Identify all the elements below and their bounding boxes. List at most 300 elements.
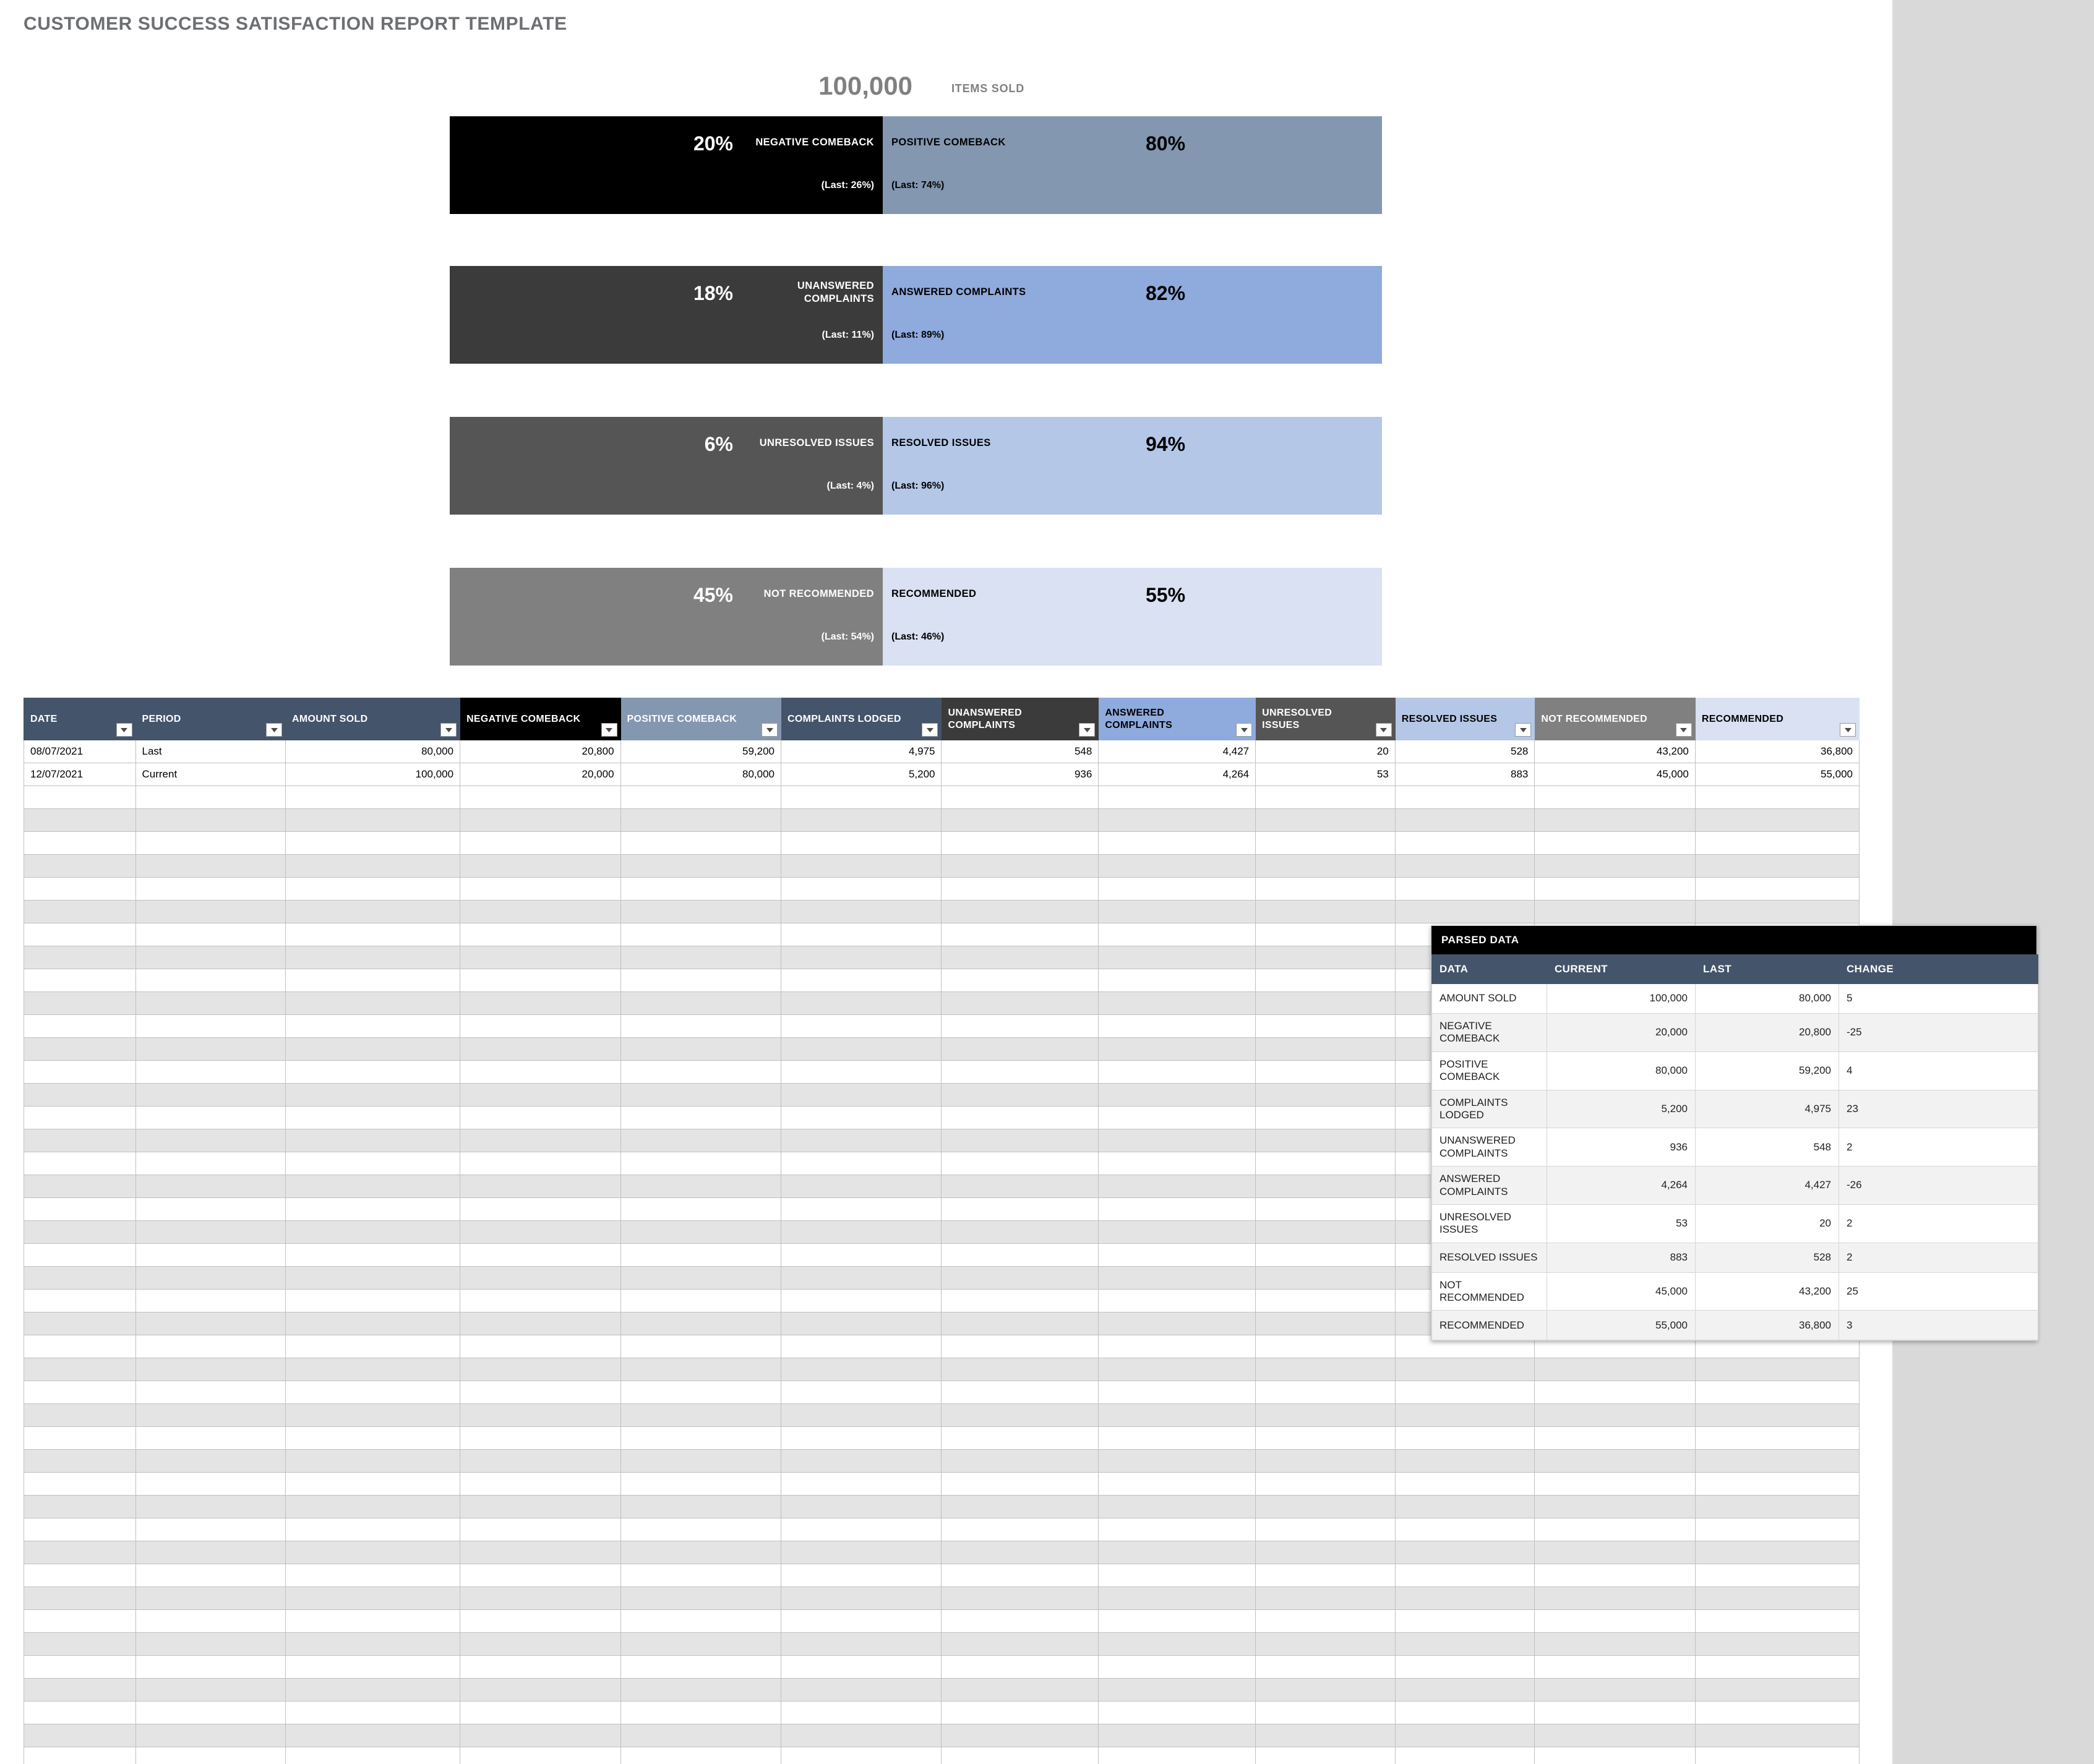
table-cell[interactable] (135, 832, 286, 855)
table-cell[interactable] (942, 1541, 1099, 1564)
table-cell[interactable]: 4,975 (781, 740, 942, 763)
table-cell[interactable] (1099, 1152, 1256, 1175)
column-header[interactable] (460, 698, 620, 740)
table-cell[interactable] (286, 901, 460, 923)
table-cell[interactable] (1695, 1541, 1859, 1564)
table-cell[interactable] (620, 946, 781, 969)
filter-dropdown-icon[interactable] (1079, 723, 1095, 737)
table-cell[interactable]: 4,427 (1099, 740, 1256, 763)
table-cell[interactable] (942, 1702, 1099, 1724)
table-cell[interactable] (24, 969, 136, 992)
table-cell[interactable] (1395, 809, 1535, 832)
table-cell[interactable] (1535, 832, 1695, 855)
filter-dropdown-icon[interactable] (440, 723, 457, 737)
table-cell[interactable] (286, 1015, 460, 1038)
table-cell[interactable] (135, 1473, 286, 1496)
table-cell[interactable] (24, 878, 136, 901)
table-cell[interactable] (286, 1198, 460, 1221)
table-cell[interactable] (1695, 832, 1859, 855)
table-cell[interactable] (942, 1427, 1099, 1450)
table-cell[interactable] (620, 1541, 781, 1564)
table-cell[interactable] (1099, 1702, 1256, 1724)
table-cell[interactable] (1099, 1518, 1256, 1541)
filter-dropdown-icon[interactable] (1376, 723, 1392, 737)
table-cell[interactable] (24, 1541, 136, 1564)
table-cell[interactable] (942, 832, 1099, 855)
table-cell[interactable] (24, 1038, 136, 1061)
table-cell[interactable] (781, 1175, 942, 1198)
table-cell[interactable] (135, 1152, 286, 1175)
table-cell[interactable] (460, 969, 620, 992)
table-cell[interactable] (24, 1107, 136, 1129)
table-cell[interactable] (1535, 1702, 1695, 1724)
filter-dropdown-icon[interactable] (1676, 723, 1692, 737)
table-cell[interactable] (286, 1038, 460, 1061)
table-cell[interactable] (1099, 1312, 1256, 1335)
table-cell[interactable] (1099, 969, 1256, 992)
table-cell[interactable] (1099, 1038, 1256, 1061)
table-cell[interactable] (460, 1702, 620, 1724)
table-cell[interactable] (135, 1702, 286, 1724)
table-cell[interactable] (1535, 1633, 1695, 1656)
table-cell[interactable]: 883 (1395, 763, 1535, 786)
table-cell[interactable] (1256, 878, 1396, 901)
table-cell[interactable] (620, 1198, 781, 1221)
table-cell[interactable] (1099, 901, 1256, 923)
table-cell[interactable] (1256, 855, 1396, 878)
table-cell[interactable] (1695, 1518, 1859, 1541)
table-cell[interactable] (460, 1564, 620, 1587)
table-cell[interactable] (781, 1450, 942, 1473)
table-cell[interactable] (1535, 901, 1695, 923)
table-cell[interactable] (942, 786, 1099, 809)
table-cell[interactable] (620, 1518, 781, 1541)
table-cell[interactable]: 36,800 (1695, 740, 1859, 763)
table-cell[interactable] (942, 1496, 1099, 1518)
table-cell[interactable] (286, 1244, 460, 1267)
table-cell[interactable] (460, 1061, 620, 1084)
table-cell[interactable] (942, 946, 1099, 969)
table-cell[interactable] (460, 1404, 620, 1427)
table-cell[interactable] (24, 901, 136, 923)
table-cell[interactable] (135, 855, 286, 878)
table-cell[interactable] (135, 1335, 286, 1358)
table-cell[interactable] (620, 1747, 781, 1764)
table-cell[interactable] (286, 1335, 460, 1358)
table-cell[interactable] (620, 1610, 781, 1633)
table-cell[interactable] (24, 1175, 136, 1198)
table-cell[interactable] (1395, 1381, 1535, 1404)
table-cell[interactable] (620, 1152, 781, 1175)
table-cell[interactable] (1395, 1587, 1535, 1610)
table-cell[interactable] (620, 809, 781, 832)
table-cell[interactable] (942, 1015, 1099, 1038)
table-cell[interactable] (942, 1656, 1099, 1679)
table-cell[interactable] (1695, 1679, 1859, 1702)
table-cell[interactable] (24, 1404, 136, 1427)
table-cell[interactable] (286, 1541, 460, 1564)
table-cell[interactable] (1256, 901, 1396, 923)
table-cell[interactable] (1395, 1679, 1535, 1702)
table-cell[interactable] (942, 1610, 1099, 1633)
table-cell[interactable] (781, 1724, 942, 1747)
table-cell[interactable] (1099, 1381, 1256, 1404)
table-cell[interactable] (286, 878, 460, 901)
table-cell[interactable] (135, 923, 286, 946)
table-cell[interactable] (781, 1335, 942, 1358)
table-cell[interactable] (135, 1129, 286, 1152)
table-cell[interactable]: 100,000 (286, 763, 460, 786)
table-cell[interactable] (1256, 1450, 1396, 1473)
table-cell[interactable] (286, 1518, 460, 1541)
table-cell[interactable] (942, 1381, 1099, 1404)
table-cell[interactable] (135, 1038, 286, 1061)
table-cell[interactable] (286, 1312, 460, 1335)
table-cell[interactable] (135, 946, 286, 969)
table-cell[interactable] (1395, 1747, 1535, 1764)
column-header[interactable] (942, 698, 1099, 740)
table-cell[interactable] (1535, 1358, 1695, 1381)
table-row[interactable] (24, 1747, 1860, 1764)
table-row[interactable] (24, 1656, 1860, 1679)
table-cell[interactable] (135, 1404, 286, 1427)
table-cell[interactable] (135, 1541, 286, 1564)
table-cell[interactable] (460, 1084, 620, 1107)
table-cell[interactable] (460, 1038, 620, 1061)
table-row[interactable] (24, 1427, 1860, 1450)
table-cell[interactable] (24, 1610, 136, 1633)
table-cell[interactable] (1256, 1312, 1396, 1335)
table-cell[interactable] (286, 1724, 460, 1747)
table-cell[interactable] (286, 969, 460, 992)
table-cell[interactable] (1695, 1450, 1859, 1473)
table-cell[interactable] (781, 832, 942, 855)
table-cell[interactable]: 53 (1256, 763, 1396, 786)
table-cell[interactable] (942, 1450, 1099, 1473)
table-cell[interactable] (1395, 1724, 1535, 1747)
table-cell[interactable] (460, 1541, 620, 1564)
table-cell[interactable] (620, 1473, 781, 1496)
table-cell[interactable] (286, 946, 460, 969)
table-cell[interactable] (24, 946, 136, 969)
table-cell[interactable] (1695, 1427, 1859, 1450)
table-cell[interactable] (1395, 1473, 1535, 1496)
table-cell[interactable] (942, 1564, 1099, 1587)
table-cell[interactable]: 55,000 (1695, 763, 1859, 786)
table-cell[interactable] (1099, 855, 1256, 878)
table-cell[interactable] (24, 809, 136, 832)
table-cell[interactable] (460, 786, 620, 809)
table-cell[interactable] (24, 1290, 136, 1312)
table-row[interactable] (24, 1496, 1860, 1518)
table-cell[interactable] (1099, 1107, 1256, 1129)
table-cell[interactable] (1099, 1587, 1256, 1610)
table-cell[interactable] (286, 809, 460, 832)
table-cell[interactable] (781, 809, 942, 832)
table-cell[interactable] (460, 855, 620, 878)
column-header[interactable] (1395, 698, 1535, 740)
table-cell[interactable] (286, 923, 460, 946)
table-cell[interactable] (1099, 1267, 1256, 1290)
table-cell[interactable] (135, 1633, 286, 1656)
table-cell[interactable] (24, 1702, 136, 1724)
table-cell[interactable] (1256, 1724, 1396, 1747)
table-cell[interactable] (135, 1061, 286, 1084)
table-cell[interactable] (286, 1747, 460, 1764)
table-cell[interactable] (1099, 1724, 1256, 1747)
table-cell[interactable] (620, 1267, 781, 1290)
filter-dropdown-icon[interactable] (1840, 723, 1856, 737)
table-cell[interactable] (460, 1267, 620, 1290)
table-cell[interactable]: 936 (942, 763, 1099, 786)
table-cell[interactable] (620, 1312, 781, 1335)
table-cell[interactable] (460, 1221, 620, 1244)
table-row[interactable] (24, 855, 1860, 878)
table-cell[interactable] (1256, 1267, 1396, 1290)
table-cell[interactable] (781, 1679, 942, 1702)
table-cell[interactable] (620, 1221, 781, 1244)
table-cell[interactable] (135, 1381, 286, 1404)
table-cell[interactable] (135, 1496, 286, 1518)
table-cell[interactable] (1256, 786, 1396, 809)
table-cell[interactable] (1395, 1541, 1535, 1564)
table-cell[interactable] (24, 1084, 136, 1107)
table-cell[interactable] (942, 1518, 1099, 1541)
table-cell[interactable] (620, 1175, 781, 1198)
table-cell[interactable] (1535, 1679, 1695, 1702)
filter-dropdown-icon[interactable] (922, 723, 938, 737)
table-cell[interactable]: 45,000 (1535, 763, 1695, 786)
table-cell[interactable] (1256, 1702, 1396, 1724)
table-cell[interactable] (1695, 1610, 1859, 1633)
table-cell[interactable] (460, 923, 620, 946)
table-cell[interactable] (286, 1656, 460, 1679)
table-cell[interactable] (1395, 1656, 1535, 1679)
table-cell[interactable] (286, 1610, 460, 1633)
table-cell[interactable] (460, 809, 620, 832)
column-header[interactable] (1695, 698, 1859, 740)
table-cell[interactable] (1099, 1404, 1256, 1427)
table-cell[interactable] (286, 1084, 460, 1107)
table-cell[interactable] (460, 1015, 620, 1038)
table-row[interactable] (24, 878, 1860, 901)
table-cell[interactable] (1099, 1221, 1256, 1244)
table-cell[interactable] (460, 1427, 620, 1450)
table-cell[interactable] (1695, 1473, 1859, 1496)
table-cell[interactable] (781, 1656, 942, 1679)
table-cell[interactable] (1256, 1427, 1396, 1450)
table-cell[interactable] (460, 1473, 620, 1496)
table-cell[interactable] (781, 923, 942, 946)
table-cell[interactable] (24, 786, 136, 809)
table-cell[interactable]: 20 (1256, 740, 1396, 763)
table-cell[interactable]: 4,264 (1099, 763, 1256, 786)
table-cell[interactable] (135, 809, 286, 832)
table-cell[interactable] (781, 1404, 942, 1427)
table-cell[interactable] (942, 855, 1099, 878)
table-cell[interactable] (942, 1312, 1099, 1335)
table-cell[interactable] (1099, 923, 1256, 946)
table-cell[interactable] (460, 1610, 620, 1633)
table-cell[interactable] (1256, 1564, 1396, 1587)
table-cell[interactable] (1395, 1610, 1535, 1633)
table-cell[interactable] (460, 1633, 620, 1656)
table-cell[interactable] (942, 923, 1099, 946)
table-cell[interactable] (942, 1152, 1099, 1175)
table-cell[interactable] (620, 1633, 781, 1656)
table-cell[interactable] (460, 1129, 620, 1152)
table-cell[interactable] (286, 1427, 460, 1450)
table-cell[interactable] (135, 1518, 286, 1541)
table-cell[interactable] (1535, 1541, 1695, 1564)
table-row[interactable] (24, 1358, 1860, 1381)
table-cell[interactable] (620, 1061, 781, 1084)
table-cell[interactable] (1256, 1541, 1396, 1564)
table-cell[interactable] (1256, 1656, 1396, 1679)
table-cell[interactable] (942, 1244, 1099, 1267)
filter-dropdown-icon[interactable] (762, 723, 778, 737)
table-cell[interactable] (460, 1587, 620, 1610)
table-cell[interactable] (1256, 1290, 1396, 1312)
table-cell[interactable]: 43,200 (1535, 740, 1695, 763)
table-cell[interactable] (781, 1473, 942, 1496)
table-cell[interactable] (1395, 786, 1535, 809)
table-cell[interactable] (24, 1358, 136, 1381)
table-cell[interactable] (24, 1152, 136, 1175)
table-cell[interactable] (620, 1107, 781, 1129)
table-cell[interactable] (1695, 1633, 1859, 1656)
table-cell[interactable] (1535, 1450, 1695, 1473)
table-cell[interactable] (620, 1084, 781, 1107)
table-cell[interactable] (1695, 1587, 1859, 1610)
table-cell[interactable] (24, 1496, 136, 1518)
table-cell[interactable] (135, 1564, 286, 1587)
table-cell[interactable] (1256, 1152, 1396, 1175)
table-cell[interactable] (1099, 1564, 1256, 1587)
table-cell[interactable] (620, 1427, 781, 1450)
table-row[interactable] (24, 786, 1860, 809)
table-cell[interactable] (1256, 1129, 1396, 1152)
table-cell[interactable] (1695, 1358, 1859, 1381)
table-cell[interactable] (942, 1107, 1099, 1129)
table-row[interactable] (24, 1702, 1860, 1724)
table-cell[interactable] (1395, 1404, 1535, 1427)
table-cell[interactable] (1695, 809, 1859, 832)
table-cell[interactable] (1256, 1244, 1396, 1267)
table-cell[interactable] (942, 1061, 1099, 1084)
table-cell[interactable] (942, 1358, 1099, 1381)
table-cell[interactable] (942, 1038, 1099, 1061)
table-cell[interactable] (781, 1427, 942, 1450)
table-cell[interactable] (620, 1290, 781, 1312)
table-cell[interactable] (24, 1450, 136, 1473)
table-cell[interactable] (460, 1198, 620, 1221)
table-cell[interactable] (135, 1450, 286, 1473)
table-row[interactable] (24, 763, 1860, 786)
table-cell[interactable] (781, 1496, 942, 1518)
table-cell[interactable] (781, 855, 942, 878)
table-cell[interactable] (1695, 901, 1859, 923)
table-cell[interactable] (942, 1679, 1099, 1702)
table-cell[interactable] (460, 832, 620, 855)
table-cell[interactable] (286, 1702, 460, 1724)
table-cell[interactable] (460, 1518, 620, 1541)
table-cell[interactable] (1099, 1633, 1256, 1656)
table-cell[interactable] (286, 1129, 460, 1152)
table-cell[interactable] (1535, 1427, 1695, 1450)
table-cell[interactable] (1695, 1724, 1859, 1747)
table-cell[interactable] (781, 1587, 942, 1610)
table-row[interactable] (24, 1679, 1860, 1702)
table-cell[interactable] (1099, 1175, 1256, 1198)
table-cell[interactable] (135, 1221, 286, 1244)
table-cell[interactable] (1535, 1473, 1695, 1496)
table-cell[interactable] (1695, 878, 1859, 901)
table-cell[interactable] (1256, 992, 1396, 1015)
table-cell[interactable] (135, 1267, 286, 1290)
table-cell[interactable] (24, 1335, 136, 1358)
table-cell[interactable] (24, 1244, 136, 1267)
filter-dropdown-icon[interactable] (266, 723, 282, 737)
table-cell[interactable] (286, 832, 460, 855)
table-cell[interactable] (1395, 901, 1535, 923)
table-cell[interactable] (1256, 1679, 1396, 1702)
table-row[interactable] (24, 1587, 1860, 1610)
table-cell[interactable] (1099, 1084, 1256, 1107)
table-cell[interactable] (135, 1587, 286, 1610)
table-cell[interactable] (942, 1724, 1099, 1747)
table-cell[interactable] (135, 901, 286, 923)
table-cell[interactable] (1535, 786, 1695, 809)
table-cell[interactable] (1395, 1450, 1535, 1473)
table-cell[interactable] (1256, 1633, 1396, 1656)
table-row[interactable] (24, 1518, 1860, 1541)
table-cell[interactable] (460, 1358, 620, 1381)
table-cell[interactable] (1695, 1564, 1859, 1587)
table-cell[interactable] (286, 1381, 460, 1404)
table-cell[interactable] (942, 878, 1099, 901)
table-cell[interactable] (781, 969, 942, 992)
table-cell[interactable] (1535, 1496, 1695, 1518)
table-cell[interactable] (460, 1312, 620, 1335)
table-cell[interactable] (135, 1107, 286, 1129)
table-cell[interactable] (1099, 832, 1256, 855)
table-cell[interactable] (620, 832, 781, 855)
table-cell[interactable] (620, 1564, 781, 1587)
table-cell[interactable] (1395, 1564, 1535, 1587)
table-cell[interactable] (460, 1679, 620, 1702)
table-cell[interactable] (1099, 1198, 1256, 1221)
table-cell[interactable] (781, 1129, 942, 1152)
table-cell[interactable] (1256, 1358, 1396, 1381)
table-cell[interactable] (460, 1335, 620, 1358)
table-cell[interactable] (1099, 1656, 1256, 1679)
table-cell[interactable]: 12/07/2021 (24, 763, 136, 786)
table-cell[interactable] (135, 878, 286, 901)
table-cell[interactable] (1256, 809, 1396, 832)
table-cell[interactable] (286, 1564, 460, 1587)
table-cell[interactable] (1256, 1496, 1396, 1518)
table-cell[interactable] (1395, 855, 1535, 878)
table-cell[interactable]: 59,200 (620, 740, 781, 763)
table-cell[interactable] (942, 1221, 1099, 1244)
table-cell[interactable]: 5,200 (781, 763, 942, 786)
table-cell[interactable] (286, 1107, 460, 1129)
table-cell[interactable] (1535, 1747, 1695, 1764)
table-cell[interactable] (24, 1679, 136, 1702)
table-cell[interactable] (460, 1450, 620, 1473)
table-row[interactable] (24, 1541, 1860, 1564)
